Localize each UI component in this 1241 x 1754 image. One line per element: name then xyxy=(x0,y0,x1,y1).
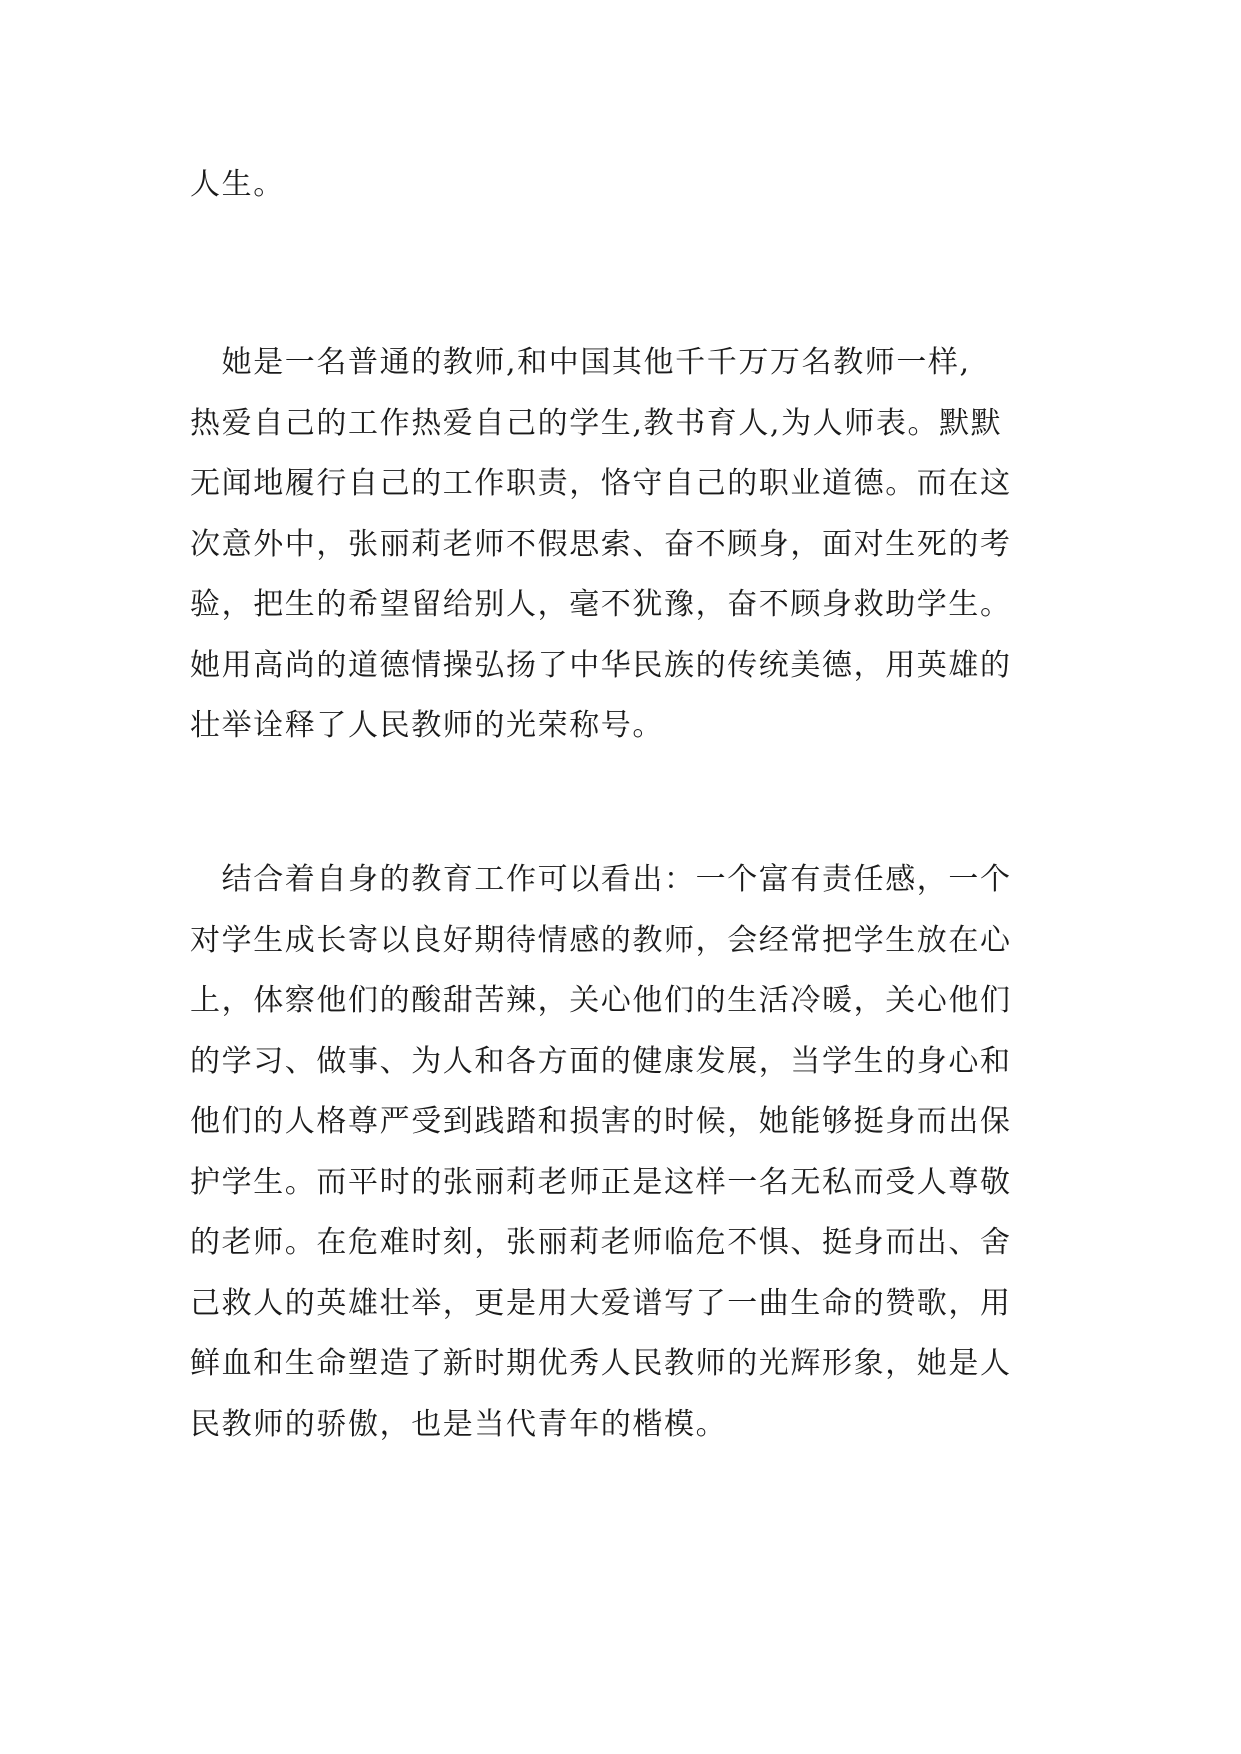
text-line: 护学生。而平时的张丽莉老师正是这样一名无私而受人尊敬 xyxy=(190,1164,1012,1200)
text-line: 验，把生的希望留给别人，毫不犹豫，奋不顾身救助学生。 xyxy=(190,587,1012,622)
text-line: 她用高尚的道德情操弘扬了中华民族的传统美德，用英雄的 xyxy=(190,647,1012,683)
text-line: 上，体察他们的酸甜苦辣，关心他们的生活冷暖，关心他们 xyxy=(190,983,1012,1018)
text-line: 的老师。在危难时刻，张丽莉老师临危不惧、挺身而出、舍 xyxy=(190,1225,1012,1260)
text-line: 鲜血和生命塑造了新时期优秀人民教师的光辉形象，她是人 xyxy=(190,1346,1012,1381)
text-line: 壮举诠释了人民教师的光荣称号。 xyxy=(190,708,664,743)
text-line: 结合着自身的教育工作可以看出：一个富有责任感，一个 xyxy=(190,862,1012,897)
text-line: 的学习、做事、为人和各方面的健康发展，当学生的身心和 xyxy=(190,1043,1012,1079)
paragraph-continuation xyxy=(190,155,1065,216)
text-line: 无闻地履行自己的工作职责，恪守自己的职业道德。而在这 xyxy=(190,466,1012,501)
text-line: 热爱自己的工作热爱自己的学生,教书育人,为人师表。默默 xyxy=(190,405,1003,441)
text-line: 己救人的英雄壮举，更是用大爱谱写了一曲生命的赞歌，用 xyxy=(190,1285,1012,1321)
text-line: 他们的人格尊严受到践踏和损害的时候，她能够挺身而出保 xyxy=(190,1104,1012,1139)
text-line: 对学生成长寄以良好期待情感的教师，会经常把学生放在心 xyxy=(190,922,1012,958)
paragraph-teacher-description xyxy=(190,333,1065,757)
text-line: 民教师的骄傲，也是当代青年的楷模。 xyxy=(190,1406,728,1442)
text-line: 人生。 xyxy=(190,167,285,202)
paragraph-reflection xyxy=(190,850,1065,1455)
text-line: 她是一名普通的教师,和中国其他千千万万名教师一样, xyxy=(190,345,971,380)
text-line: 次意外中，张丽莉老师不假思索、奋不顾身，面对生死的考 xyxy=(190,526,1012,562)
